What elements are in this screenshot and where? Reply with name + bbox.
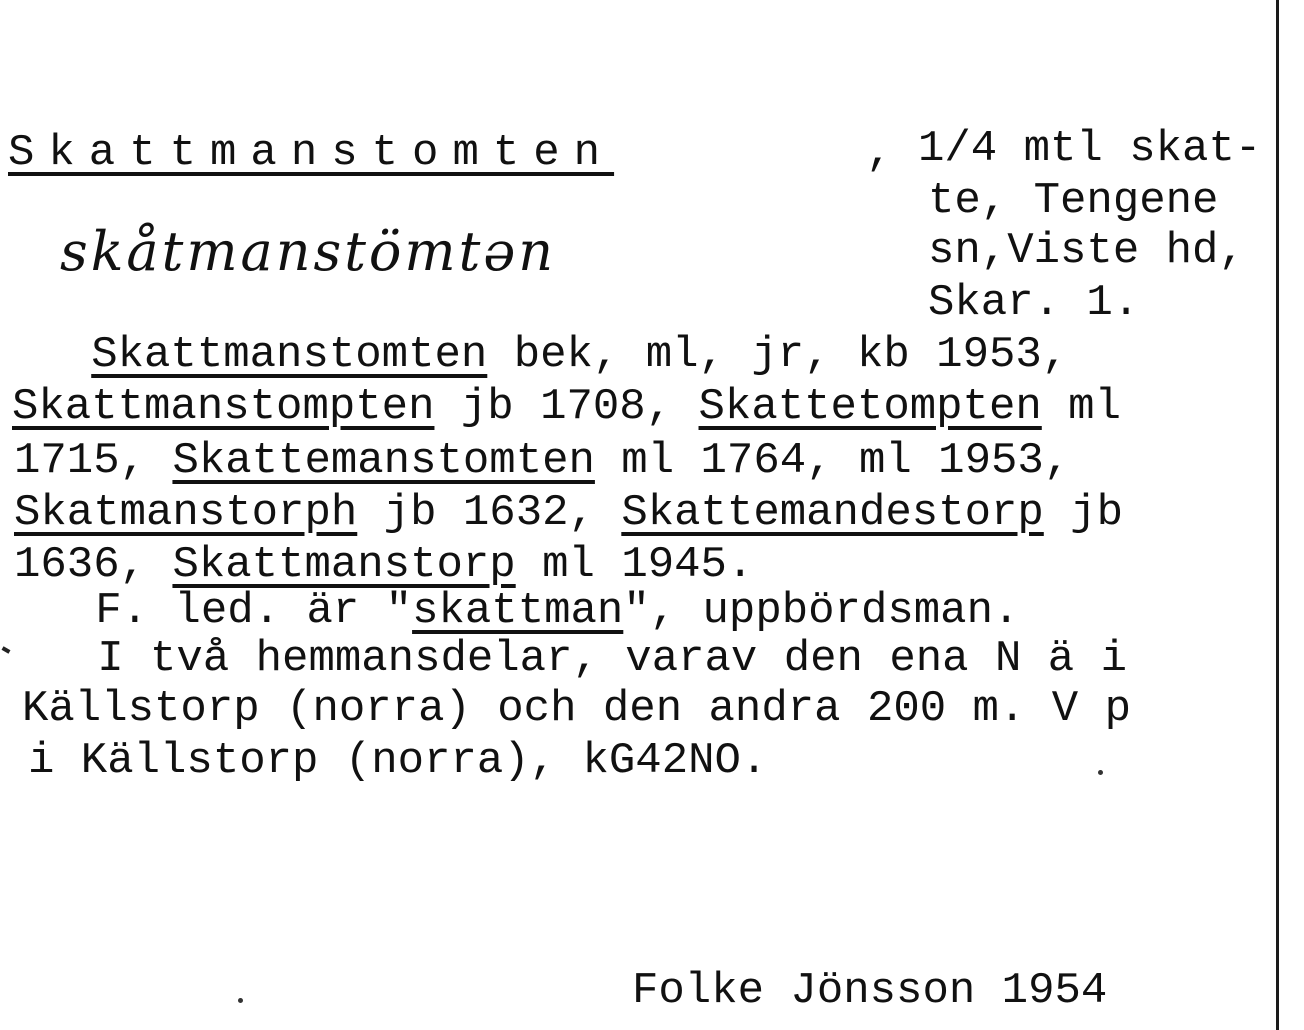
headword: Skattmanstomten <box>8 128 615 178</box>
name-form: Skattemanstomten <box>172 436 595 486</box>
text-segment <box>12 330 91 380</box>
stray-dot <box>1098 770 1103 775</box>
text-segment: Källstorp (norra) och den andra 200 m. V p <box>22 684 1131 734</box>
location-line-3: sn,Viste hd, <box>928 226 1245 276</box>
text-segment: jb <box>1043 488 1123 538</box>
location-line-1: 1/4 mtl skat- <box>918 124 1262 174</box>
text-segment: ml <box>1041 382 1121 432</box>
signature: Folke Jönsson 1954 <box>632 966 1108 1016</box>
text-segment: 1715, <box>14 436 173 486</box>
name-form: Skattmanstomten <box>91 330 488 380</box>
body-line <box>14 436 1070 486</box>
text-segment: 1636, <box>14 540 173 590</box>
text-segment: F. led. är " <box>16 586 413 636</box>
body-line <box>14 540 753 590</box>
location-line-2: te, Tengene <box>928 176 1219 226</box>
body-line <box>16 586 1019 636</box>
headword-comma: , <box>866 128 893 178</box>
name-form: skattman <box>412 586 624 636</box>
location-line-4: Skar. 1. <box>928 278 1140 328</box>
body-line <box>14 488 1123 538</box>
margin-mark <box>2 646 11 653</box>
text-segment: jb 1632, <box>357 488 622 538</box>
body-line <box>22 684 1131 734</box>
body-line <box>12 382 1121 432</box>
card-edge-line <box>1276 0 1279 1030</box>
text-segment: ", uppbördsman. <box>623 586 1020 636</box>
text-segment: ml 1945. <box>515 540 754 590</box>
body-line <box>28 736 767 786</box>
name-form: Skatmanstorph <box>14 488 358 538</box>
name-form: Skattetompten <box>698 382 1042 432</box>
phonetic-transcription: skåtmanstömtən <box>60 220 557 283</box>
body-line <box>18 634 1127 684</box>
text-segment: bek, ml, jr, kb 1953, <box>487 330 1069 380</box>
text-segment: jb 1708, <box>434 382 699 432</box>
text-segment: ml 1764, ml 1953, <box>594 436 1071 486</box>
name-form: Skattmanstompten <box>12 382 435 432</box>
text-segment: I två hemmansdelar, varav den ena N ä i <box>18 634 1127 684</box>
name-form: Skattmanstorp <box>172 540 516 590</box>
text-segment: i Källstorp (norra), kG42NO. <box>28 736 768 786</box>
body-line <box>12 330 1068 380</box>
name-form: Skattemandestorp <box>621 488 1044 538</box>
stray-dot <box>238 998 243 1003</box>
